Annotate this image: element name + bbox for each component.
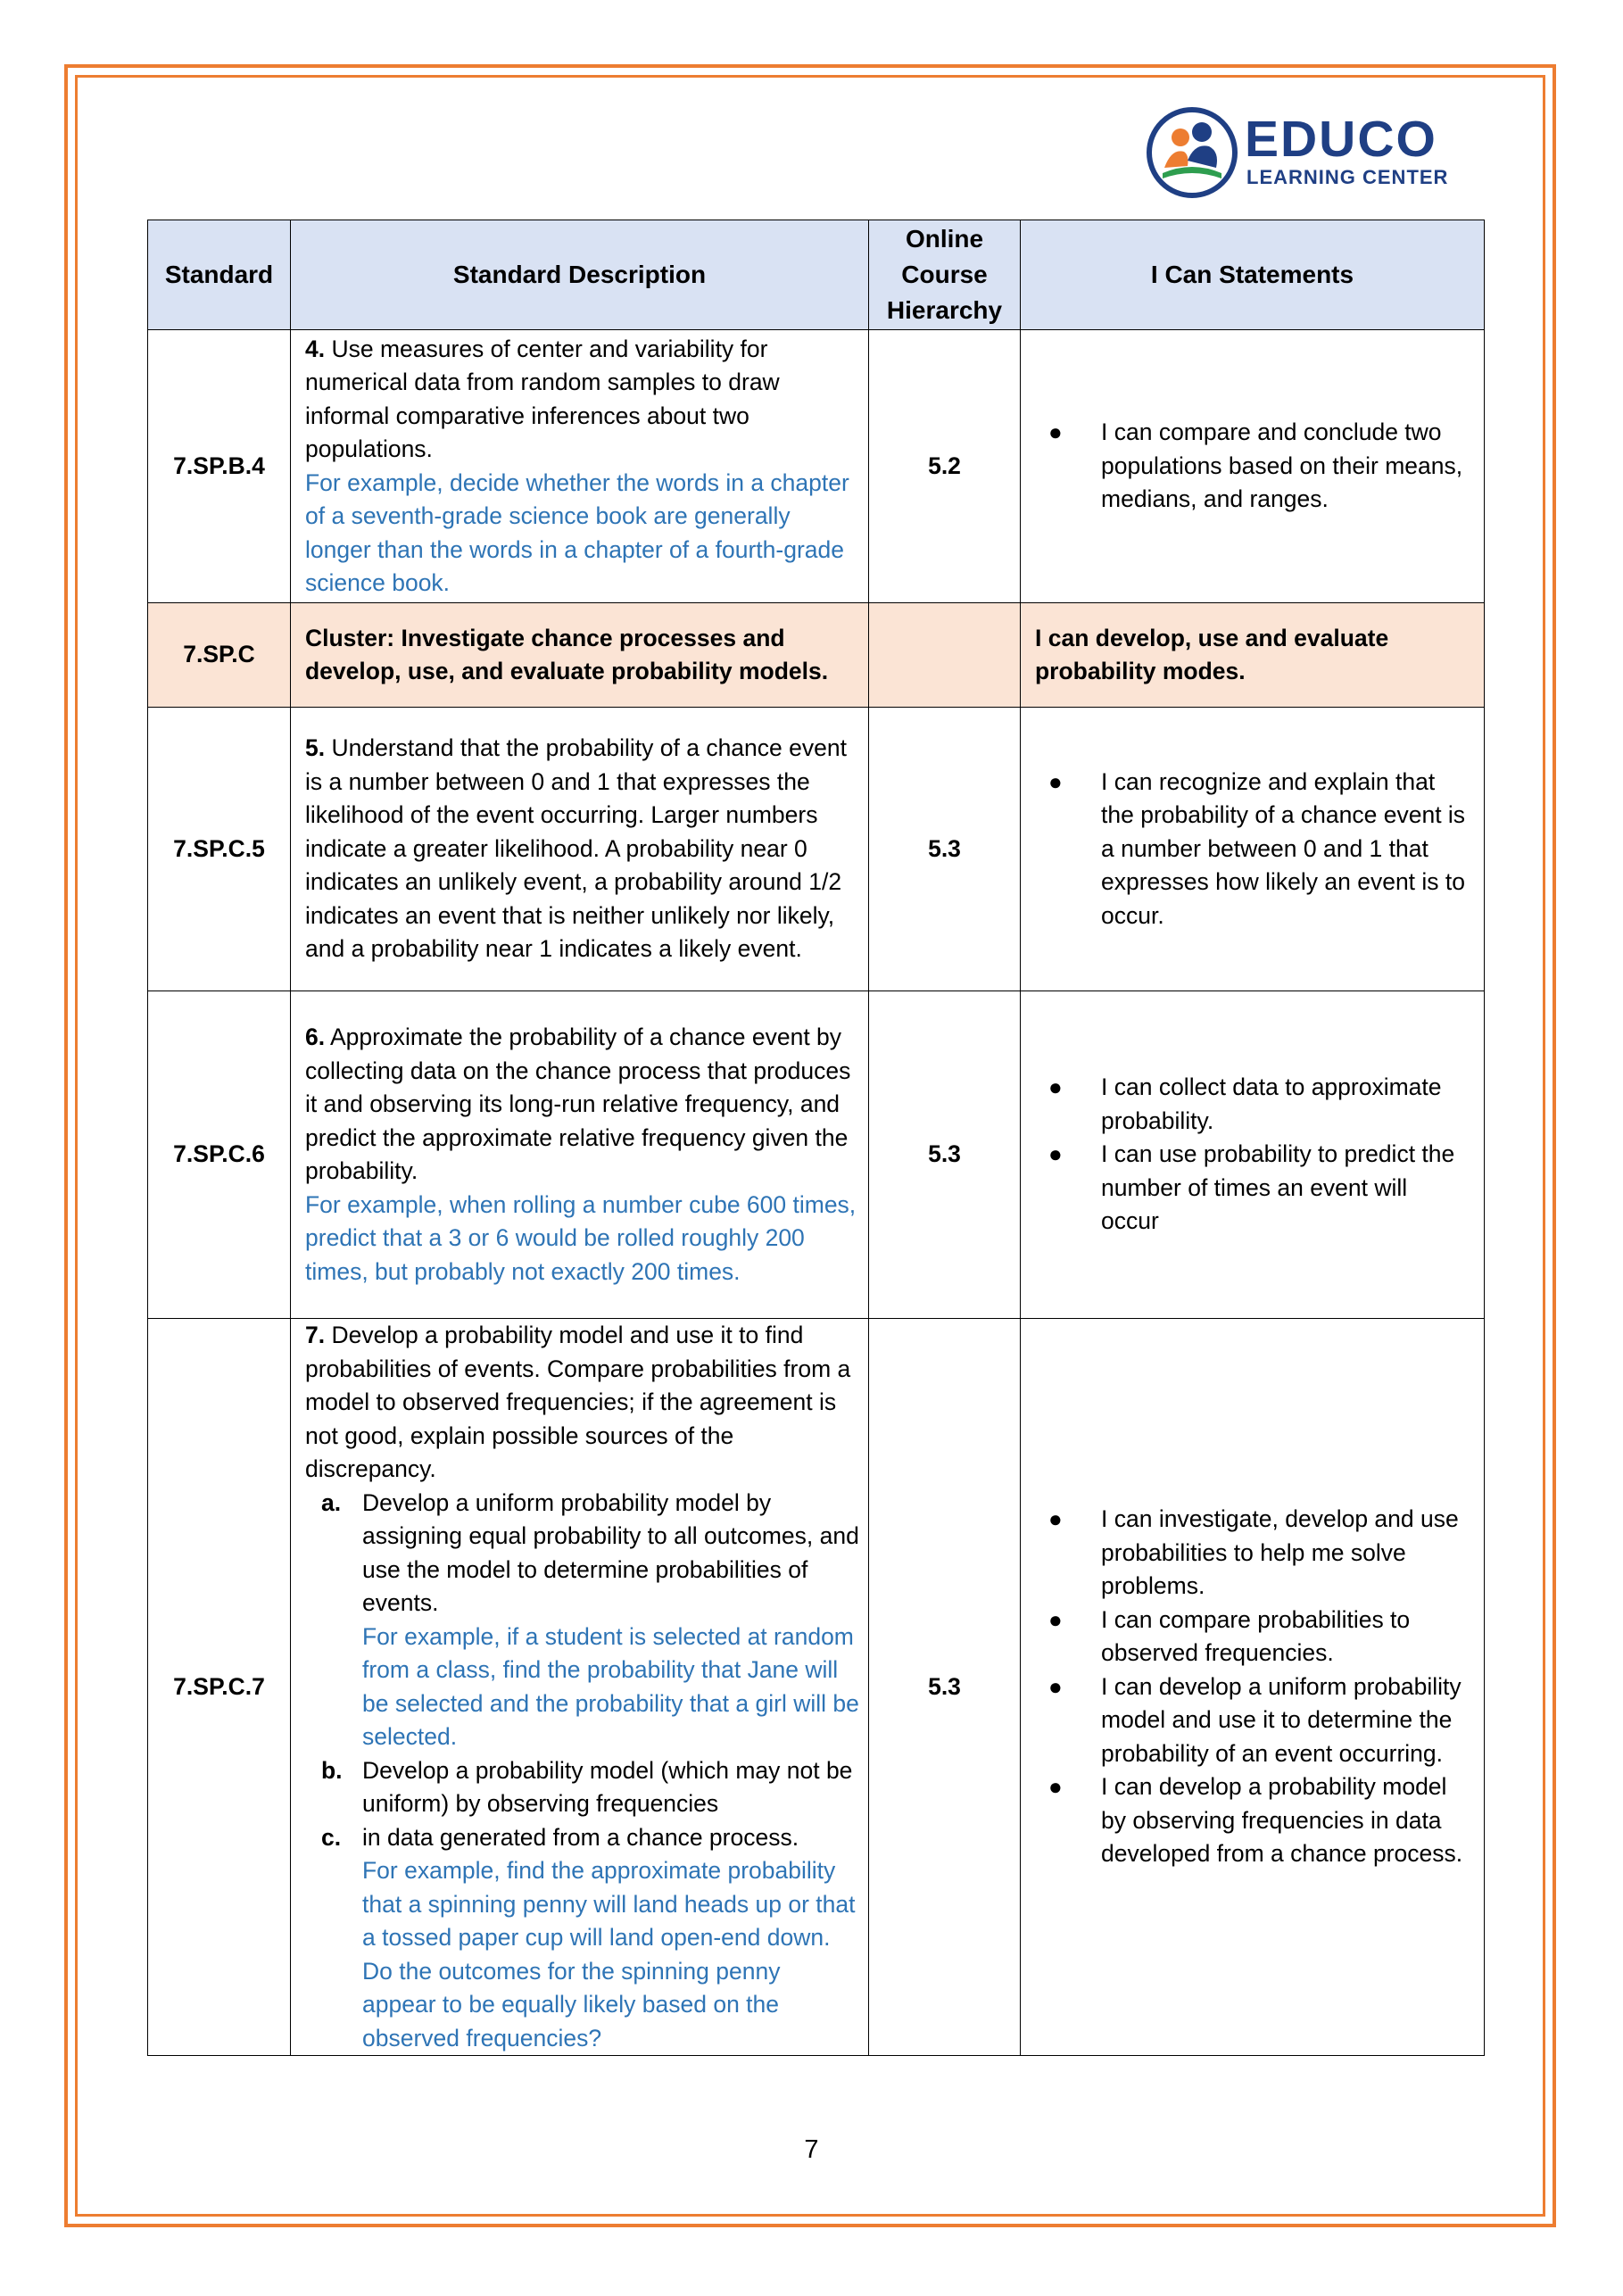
standard-number: 6.: [305, 1024, 326, 1050]
cluster-description: Cluster: Investigate chance processes and develop, use, and evaluate probability models.: [291, 603, 869, 708]
bullet-icon: ●: [1048, 1505, 1063, 1533]
table-row: [148, 330, 1485, 603]
table-row: [148, 991, 1485, 1319]
can-statement: I can develop a probability model by observing frequencies in data developed from a chance process.: [1101, 1773, 1463, 1868]
bullet-icon: ●: [1048, 1773, 1063, 1801]
standard-description: [291, 330, 869, 603]
standard-number: 5.: [305, 734, 326, 762]
header-description: Standard Description: [291, 220, 869, 330]
hierarchy-value: 5.2: [869, 330, 1021, 603]
bullet-icon: ●: [1048, 419, 1063, 446]
header-hierarchy: Online Course Hierarchy: [869, 220, 1021, 330]
list-item: [1035, 1770, 1471, 1871]
table-row: [148, 1319, 1485, 2056]
sub-item-text: Develop a uniform probability model by assigning equal probability to all outcomes, and use the model to determine probabilities of events.: [362, 1488, 859, 1616]
sub-item-a: [305, 1487, 859, 1754]
can-statement: I can use probability to predict the number of times an event will occur: [1101, 1140, 1455, 1235]
can-statement: I can recognize and explain that the probability of a chance event is a number between 0 and 1 that expresses how likely an event is to occur.: [1101, 767, 1466, 929]
hierarchy-value: 5.3: [869, 991, 1021, 1319]
standard-text: Understand that the probability of a chance event is a number between 0 and 1 that expresses the likelihood of the event occurring. Larger numbers indicate a greater likelihood. A probability near 0 indicates an unlikely event, a probability around 1/2 indicates an event that is neither unlikely nor likely, and a probability near 1 indicates a likely event.: [305, 734, 847, 963]
sub-item-example: For example, find the approximate probability that a spinning penny will land heads up or that a tossed paper cup will land open-end down. Do the outcomes for the spinning penny appear to be equally likely based on the observed frequencies?: [362, 1857, 856, 2051]
standard-text: Develop a probability model and use it to find probabilities of events. Compare probabilities from a model to observed frequencies; if the agreement is not good, explain possible sources of the discrepancy.: [305, 1322, 851, 1482]
bullet-icon: ●: [1048, 1672, 1063, 1700]
sub-item-b: [305, 1754, 859, 1821]
table-header-row: [148, 220, 1485, 330]
list-item: [1035, 766, 1471, 933]
educo-logo: [1145, 105, 1475, 208]
standard-text: Use measures of center and variability for numerical data from random samples to draw informal comparative inferences about two populations.: [305, 335, 780, 462]
list-item: [1035, 1503, 1471, 1604]
page-number: 7: [804, 2135, 819, 2164]
hierarchy-value: 5.3: [869, 1319, 1021, 2056]
table-row: [148, 708, 1485, 991]
can-statements: [1021, 991, 1485, 1319]
sub-item-label: a.: [321, 1488, 342, 1516]
bullet-icon: ●: [1048, 1140, 1063, 1168]
can-statements: [1021, 708, 1485, 991]
header-standard: Standard: [148, 220, 291, 330]
bullet-icon: ●: [1048, 1073, 1063, 1101]
sub-item-body: [362, 1821, 859, 2056]
bullet-icon: ●: [1048, 767, 1063, 795]
header-can-statements: I Can Statements: [1021, 220, 1485, 330]
can-statements: [1021, 330, 1485, 603]
list-item: [1035, 416, 1471, 517]
can-statement: I can compare probabilities to observed frequencies.: [1101, 1605, 1411, 1667]
bullet-icon: ●: [1048, 1605, 1063, 1633]
can-statement: I can collect data to approximate probability.: [1101, 1073, 1442, 1134]
list-item: [1035, 1604, 1471, 1670]
sub-item-example: For example, if a student is selected at random from a class, find the probability that Jane will be selected and the probability that a girl will be selected.: [362, 1622, 859, 1750]
cluster-row: [148, 603, 1485, 708]
logo-emblem-icon: [1145, 105, 1239, 200]
standard-code: 7.SP.C.6: [148, 991, 291, 1319]
sub-item-c: [305, 1821, 859, 2056]
list-item: [1035, 1670, 1471, 1771]
standard-code: 7.SP.C.5: [148, 708, 291, 991]
hierarchy-value: [869, 603, 1021, 708]
sub-item-text: Develop a probability model (which may not be uniform) by observing frequencies: [362, 1756, 853, 1817]
standard-number: 4.: [305, 335, 326, 362]
standard-example: For example, decide whether the words in a chapter of a seventh-grade science book are generally longer than the words in a chapter of a fourth-grade science book.: [305, 468, 849, 596]
standards-table: [147, 220, 1485, 2056]
list-item: [1035, 1071, 1471, 1138]
cluster-can-statement: I can develop, use and evaluate probability modes.: [1021, 603, 1485, 708]
standard-code: 7.SP.B.4: [148, 330, 291, 603]
standard-number: 7.: [305, 1322, 326, 1348]
standard-example: For example, when rolling a number cube 600 times, predict that a 3 or 6 would be rolled roughly 200 times, but probably not exactly 200 times.: [305, 1190, 857, 1285]
can-statement: I can develop a uniform probability model and use it to determine the probability of an event occurring.: [1101, 1672, 1462, 1767]
standard-description: [291, 1319, 869, 2056]
can-statement: I can investigate, develop and use probabilities to help me solve problems.: [1101, 1505, 1459, 1600]
can-statement: I can compare and conclude two populations based on their means, medians, and ranges.: [1101, 419, 1463, 513]
can-statements: [1021, 1319, 1485, 2056]
standard-description: [291, 991, 869, 1319]
standard-code: 7.SP.C: [148, 603, 291, 708]
logo-title: EDUCO: [1245, 111, 1437, 168]
sub-item-label: c.: [321, 1823, 342, 1851]
sub-item-body: [362, 1487, 859, 1754]
standard-description: [291, 708, 869, 991]
hierarchy-value: 5.3: [869, 708, 1021, 991]
standard-text: Approximate the probability of a chance event by collecting data on the chance process that produces it and observing its long-run relative frequency, and predict the approximate relative frequency given the probability.: [305, 1024, 851, 1184]
sub-item-text: in data generated from a chance process.: [362, 1823, 799, 1851]
sub-item-label: b.: [321, 1756, 343, 1784]
logo-subtitle: LEARNING CENTER: [1246, 166, 1449, 188]
standard-code: 7.SP.C.7: [148, 1319, 291, 2056]
list-item: [1035, 1138, 1471, 1239]
